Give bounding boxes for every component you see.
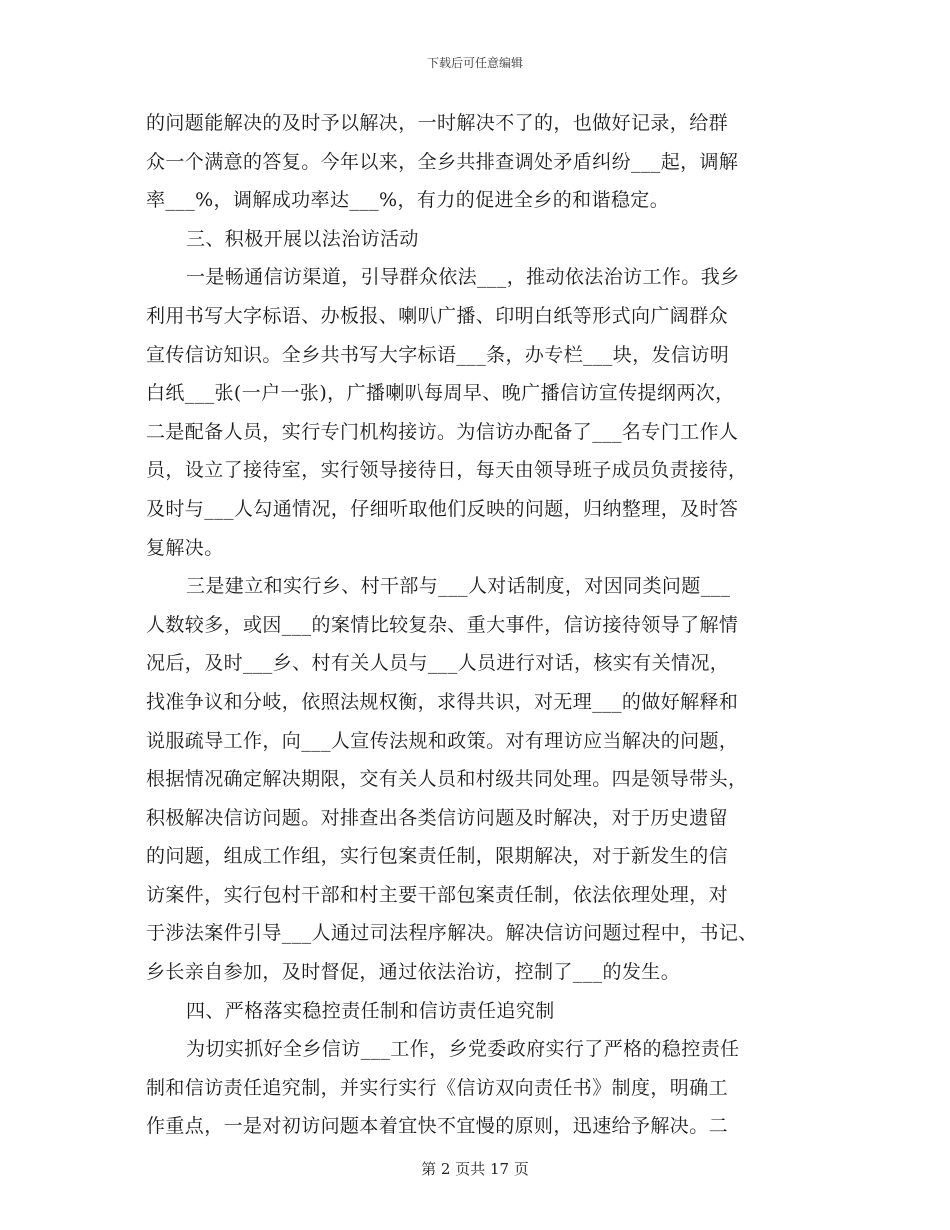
text-line: 二是配备人员，实行专门机构接访。为信访办配备了___名专门工作人	[146, 420, 739, 443]
text-line: 的问题，组成工作组，实行包案责任制，限期解决，对于新发生的信	[146, 845, 729, 868]
text-line: 作重点，一是对初访问题本着宜快不宜慢的原则，迅速给予解决。二	[146, 1115, 729, 1138]
text-line: 众一个满意的答复。今年以来，全乡共排查调处矛盾纠纷___起，调解	[146, 150, 739, 173]
text-line: 一是畅通信访渠道，引导群众依法___，推动依法治访工作。我乡	[186, 266, 740, 289]
page-number: 第 2 页共 17 页	[421, 1160, 529, 1178]
text-line: 利用书写大字标语、办板报、喇叭广播、印明白纸等形式向广阔群众	[146, 304, 729, 327]
text-line: 四、严格落实稳控责任制和信访责任追究制	[186, 999, 555, 1022]
text-line: 白纸___张(一户一张)，广播喇叭每周早、晚广播信访宣传提纲两次，	[146, 382, 735, 405]
text-line: 人数较多，或因___的案情比较复杂、重大事件，信访接待领导了解情	[146, 613, 739, 636]
text-line: 积极解决信访问题。对排查出各类信访问题及时解决，对于历史遗留	[146, 806, 729, 829]
text-line: 三是建立和实行乡、村干部与___人对话制度，对因同类问题___	[186, 575, 731, 598]
text-line: 复解决。	[146, 536, 224, 559]
text-line: 制和信访责任追究制，并实行实行《信访双向责任书》制度，明确工	[146, 1076, 729, 1099]
text-line: 宣传信访知识。全乡共书写大字标语___条，办专栏___块，发信访明	[146, 343, 730, 366]
text-line: 乡长亲自参加，及时督促，通过依法治访，控制了___的发生。	[146, 961, 681, 984]
text-line: 说服疏导工作，向___人宣传法规和政策。对有理访应当解决的问题，	[146, 729, 739, 752]
document-body	[146, 104, 806, 1146]
text-line: 三、积极开展以法治访活动	[186, 227, 419, 250]
text-line: 的问题能解决的及时予以解决，一时解决不了的，也做好记录，给群	[146, 112, 729, 134]
text-line: 员，设立了接待室，实行领导接待日，每天由领导班子成员负责接待，	[146, 459, 748, 482]
page-header: 下载后可任意编辑	[426, 56, 523, 70]
text-line: 及时与___人勾通情况，仔细听取他们反映的问题，归纳整理，及时答	[146, 497, 739, 520]
text-line: 率___%，调解成功率达___%，有力的促进全乡的和谐稳定。	[146, 189, 670, 212]
text-line: 访案件，实行包村干部和村主要干部包案责任制，依法依理处理，对	[146, 883, 729, 906]
text-line: 找准争议和分岐，依照法规权衡，求得共识，对无理___的做好解释和	[146, 690, 739, 713]
text-line: 根据情况确定解决期限，交有关人员和村级共同处理。四是领导带头，	[146, 768, 748, 791]
text-line: 为切实抓好全乡信访___工作，乡党委政府实行了严格的稳控责任	[186, 1038, 740, 1061]
text-line: 况后，及时___乡、村有关人员与___人员进行对话，核实有关情况，	[146, 652, 730, 675]
text-line: 于涉法案件引导___人通过司法程序解决。解决信访问题过程中，书记、	[146, 922, 758, 945]
